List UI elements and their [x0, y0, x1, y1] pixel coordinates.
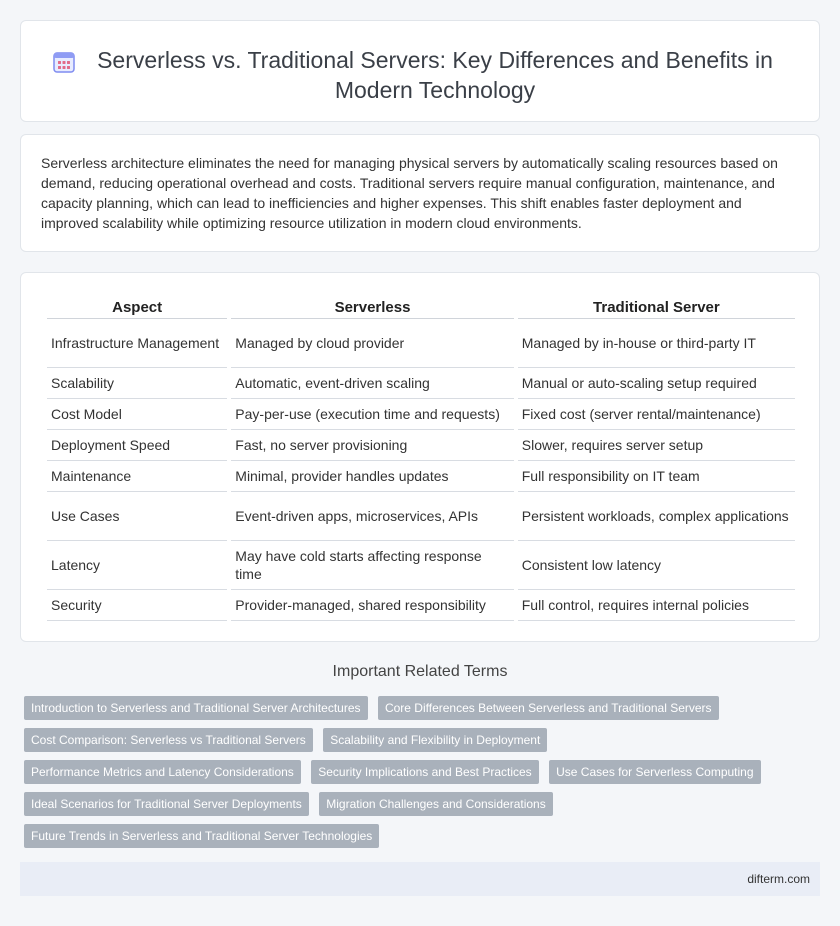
- table-cell-traditional: Consistent low latency: [518, 541, 795, 590]
- related-term-tag[interactable]: Use Cases for Serverless Computing: [549, 760, 760, 784]
- table-cell-serverless: Provider-managed, shared responsibility: [231, 590, 513, 621]
- table-cell-serverless: Managed by cloud provider: [231, 319, 513, 368]
- table-cell-aspect: Infrastructure Management: [47, 319, 227, 368]
- tag-row: [24, 728, 824, 760]
- related-term-tag[interactable]: Security Implications and Best Practices: [311, 760, 538, 784]
- header-card: [20, 20, 820, 122]
- table-row: [47, 590, 795, 621]
- table-header-row: [47, 297, 795, 319]
- tag-row: [24, 792, 824, 824]
- related-term-tag[interactable]: Cost Comparison: Serverless vs Traditional Servers: [24, 728, 313, 752]
- comparison-table: [43, 297, 799, 621]
- related-terms-heading: Important Related Terms: [332, 663, 508, 680]
- table-cell-aspect: Cost Model: [47, 399, 227, 430]
- table-cell-aspect: Security: [47, 590, 227, 621]
- related-term-tag[interactable]: Performance Metrics and Latency Considerations: [24, 760, 301, 784]
- table-cell-traditional: Managed by in-house or third-party IT: [518, 319, 795, 368]
- table-cell-aspect: Scalability: [47, 368, 227, 399]
- table-cell-serverless: Fast, no server provisioning: [231, 430, 513, 461]
- related-term-tag[interactable]: Future Trends in Serverless and Traditional Server Technologies: [24, 824, 379, 848]
- table-cell-traditional: Slower, requires server setup: [518, 430, 795, 461]
- header-serverless: Serverless: [231, 297, 513, 319]
- footer-site-link[interactable]: difterm.com: [747, 872, 810, 886]
- table-cell-serverless: Minimal, provider handles updates: [231, 461, 513, 492]
- title-wrap: [21, 45, 819, 105]
- related-term-tag[interactable]: Ideal Scenarios for Traditional Server Deployments: [24, 792, 309, 816]
- table-cell-aspect: Maintenance: [47, 461, 227, 492]
- tag-row: [24, 696, 824, 728]
- related-term-tag[interactable]: Scalability and Flexibility in Deployment: [323, 728, 547, 752]
- header-aspect: Aspect: [47, 297, 227, 319]
- intro-card: [20, 134, 820, 252]
- table-row: [47, 461, 795, 492]
- comparison-table-card: [20, 272, 820, 642]
- tag-row: [24, 824, 824, 856]
- related-term-tag[interactable]: Core Differences Between Serverless and Traditional Servers: [378, 696, 719, 720]
- table-cell-serverless: Event-driven apps, microservices, APIs: [231, 492, 513, 541]
- table-cell-traditional: Full control, requires internal policies: [518, 590, 795, 621]
- table-cell-traditional: Manual or auto-scaling setup required: [518, 368, 795, 399]
- table-cell-serverless: Automatic, event-driven scaling: [231, 368, 513, 399]
- table-cell-traditional: Full responsibility on IT team: [518, 461, 795, 492]
- table-row: [47, 492, 795, 541]
- table-cell-serverless: May have cold starts affecting response time: [231, 541, 513, 590]
- page-title: Serverless vs. Traditional Servers: Key Differences and Benefits in Modern Technology: [97, 47, 773, 103]
- table-cell-aspect: Use Cases: [47, 492, 227, 541]
- related-term-tag[interactable]: Migration Challenges and Considerations: [319, 792, 552, 816]
- header-traditional-server: Traditional Server: [518, 297, 795, 319]
- related-terms-tags: [24, 696, 824, 856]
- table-cell-traditional: Fixed cost (server rental/maintenance): [518, 399, 795, 430]
- table-row: [47, 541, 795, 590]
- table-cell-aspect: Deployment Speed: [47, 430, 227, 461]
- table-row: [47, 430, 795, 461]
- table-row: [47, 319, 795, 368]
- table-cell-aspect: Latency: [47, 541, 227, 590]
- related-term-tag[interactable]: Introduction to Serverless and Traditional Server Architectures: [24, 696, 368, 720]
- table-row: [47, 399, 795, 430]
- table-row: [47, 368, 795, 399]
- table-cell-serverless: Pay-per-use (execution time and requests): [231, 399, 513, 430]
- intro-paragraph: Serverless architecture eliminates the need for managing physical servers by automatically scaling resources based on demand, reducing operational overhead and costs. Traditional servers require manual configuration, maintenance, and capacity planning, which can lead to inefficiencies and higher expenses. This shift enables faster deployment and improved scalability while optimizing resource utilization in modern cloud environments.: [41, 155, 778, 231]
- calendar-grid-icon: [51, 49, 77, 75]
- table-cell-traditional: Persistent workloads, complex applications: [518, 492, 795, 541]
- footer: [20, 862, 820, 896]
- tag-row: [24, 760, 824, 792]
